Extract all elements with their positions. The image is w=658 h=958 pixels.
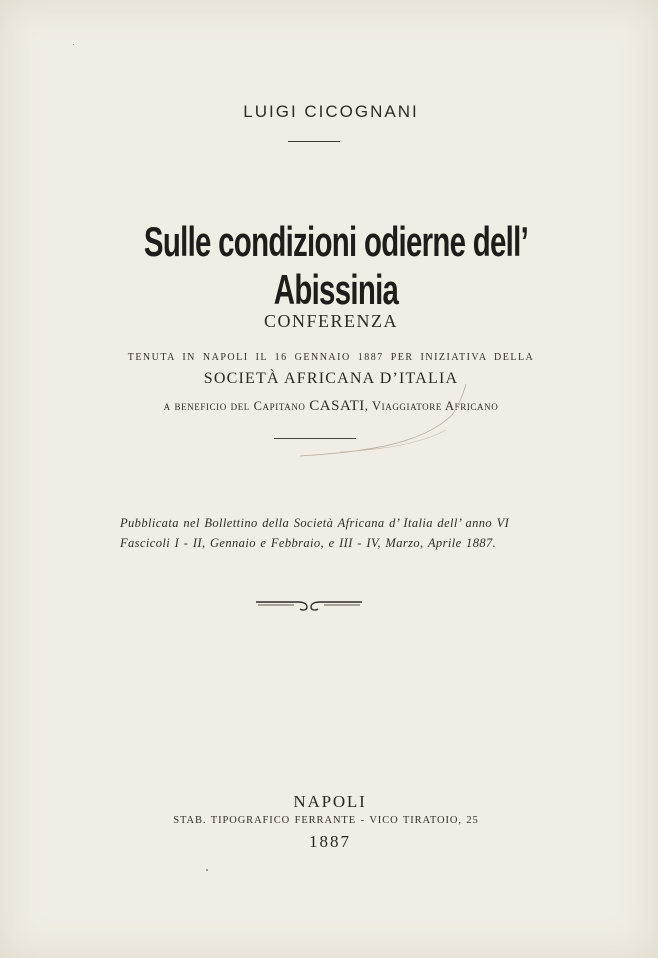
publication-note-line-1: Pubblicata nel Bollettino della Società Africana d’ Italia dell’ anno VI — [120, 516, 510, 530]
subtitle-conferenza: CONFERENZA — [263, 311, 398, 331]
publication-note-line-2: Fascicoli I - II, Gennaio e Febbraio, e III - IV, Marzo, Aprile 1887. — [120, 536, 497, 550]
lecture-details: TENUTA IN NAPOLI IL 16 GENNAIO 1887 PER INIZIATIVA DELLA — [127, 352, 535, 363]
imprint-printer: STAB. TIPOGRAFICO FERRANTE - VICO TIRATOIO, 25 — [173, 815, 479, 826]
beneficiary-prefix: a beneficio del Capitano — [163, 399, 306, 413]
beneficiary-name: CASATI — [309, 398, 365, 414]
paper-speck — [73, 44, 74, 45]
ornament-icon — [254, 598, 364, 614]
paper-speck — [206, 869, 208, 871]
beneficiary-suffix: , Viaggiatore Africano — [364, 399, 499, 413]
society-name: SOCIETÀ AFRICANA D’ITALIA — [203, 370, 459, 387]
imprint-city: NAPOLI — [293, 792, 367, 811]
author-name: LUIGI CICOGNANI — [243, 102, 419, 121]
book-title: Sulle condizioni odierne dell’ Abissinia — [143, 218, 529, 313]
imprint-year: 1887 — [309, 832, 351, 851]
